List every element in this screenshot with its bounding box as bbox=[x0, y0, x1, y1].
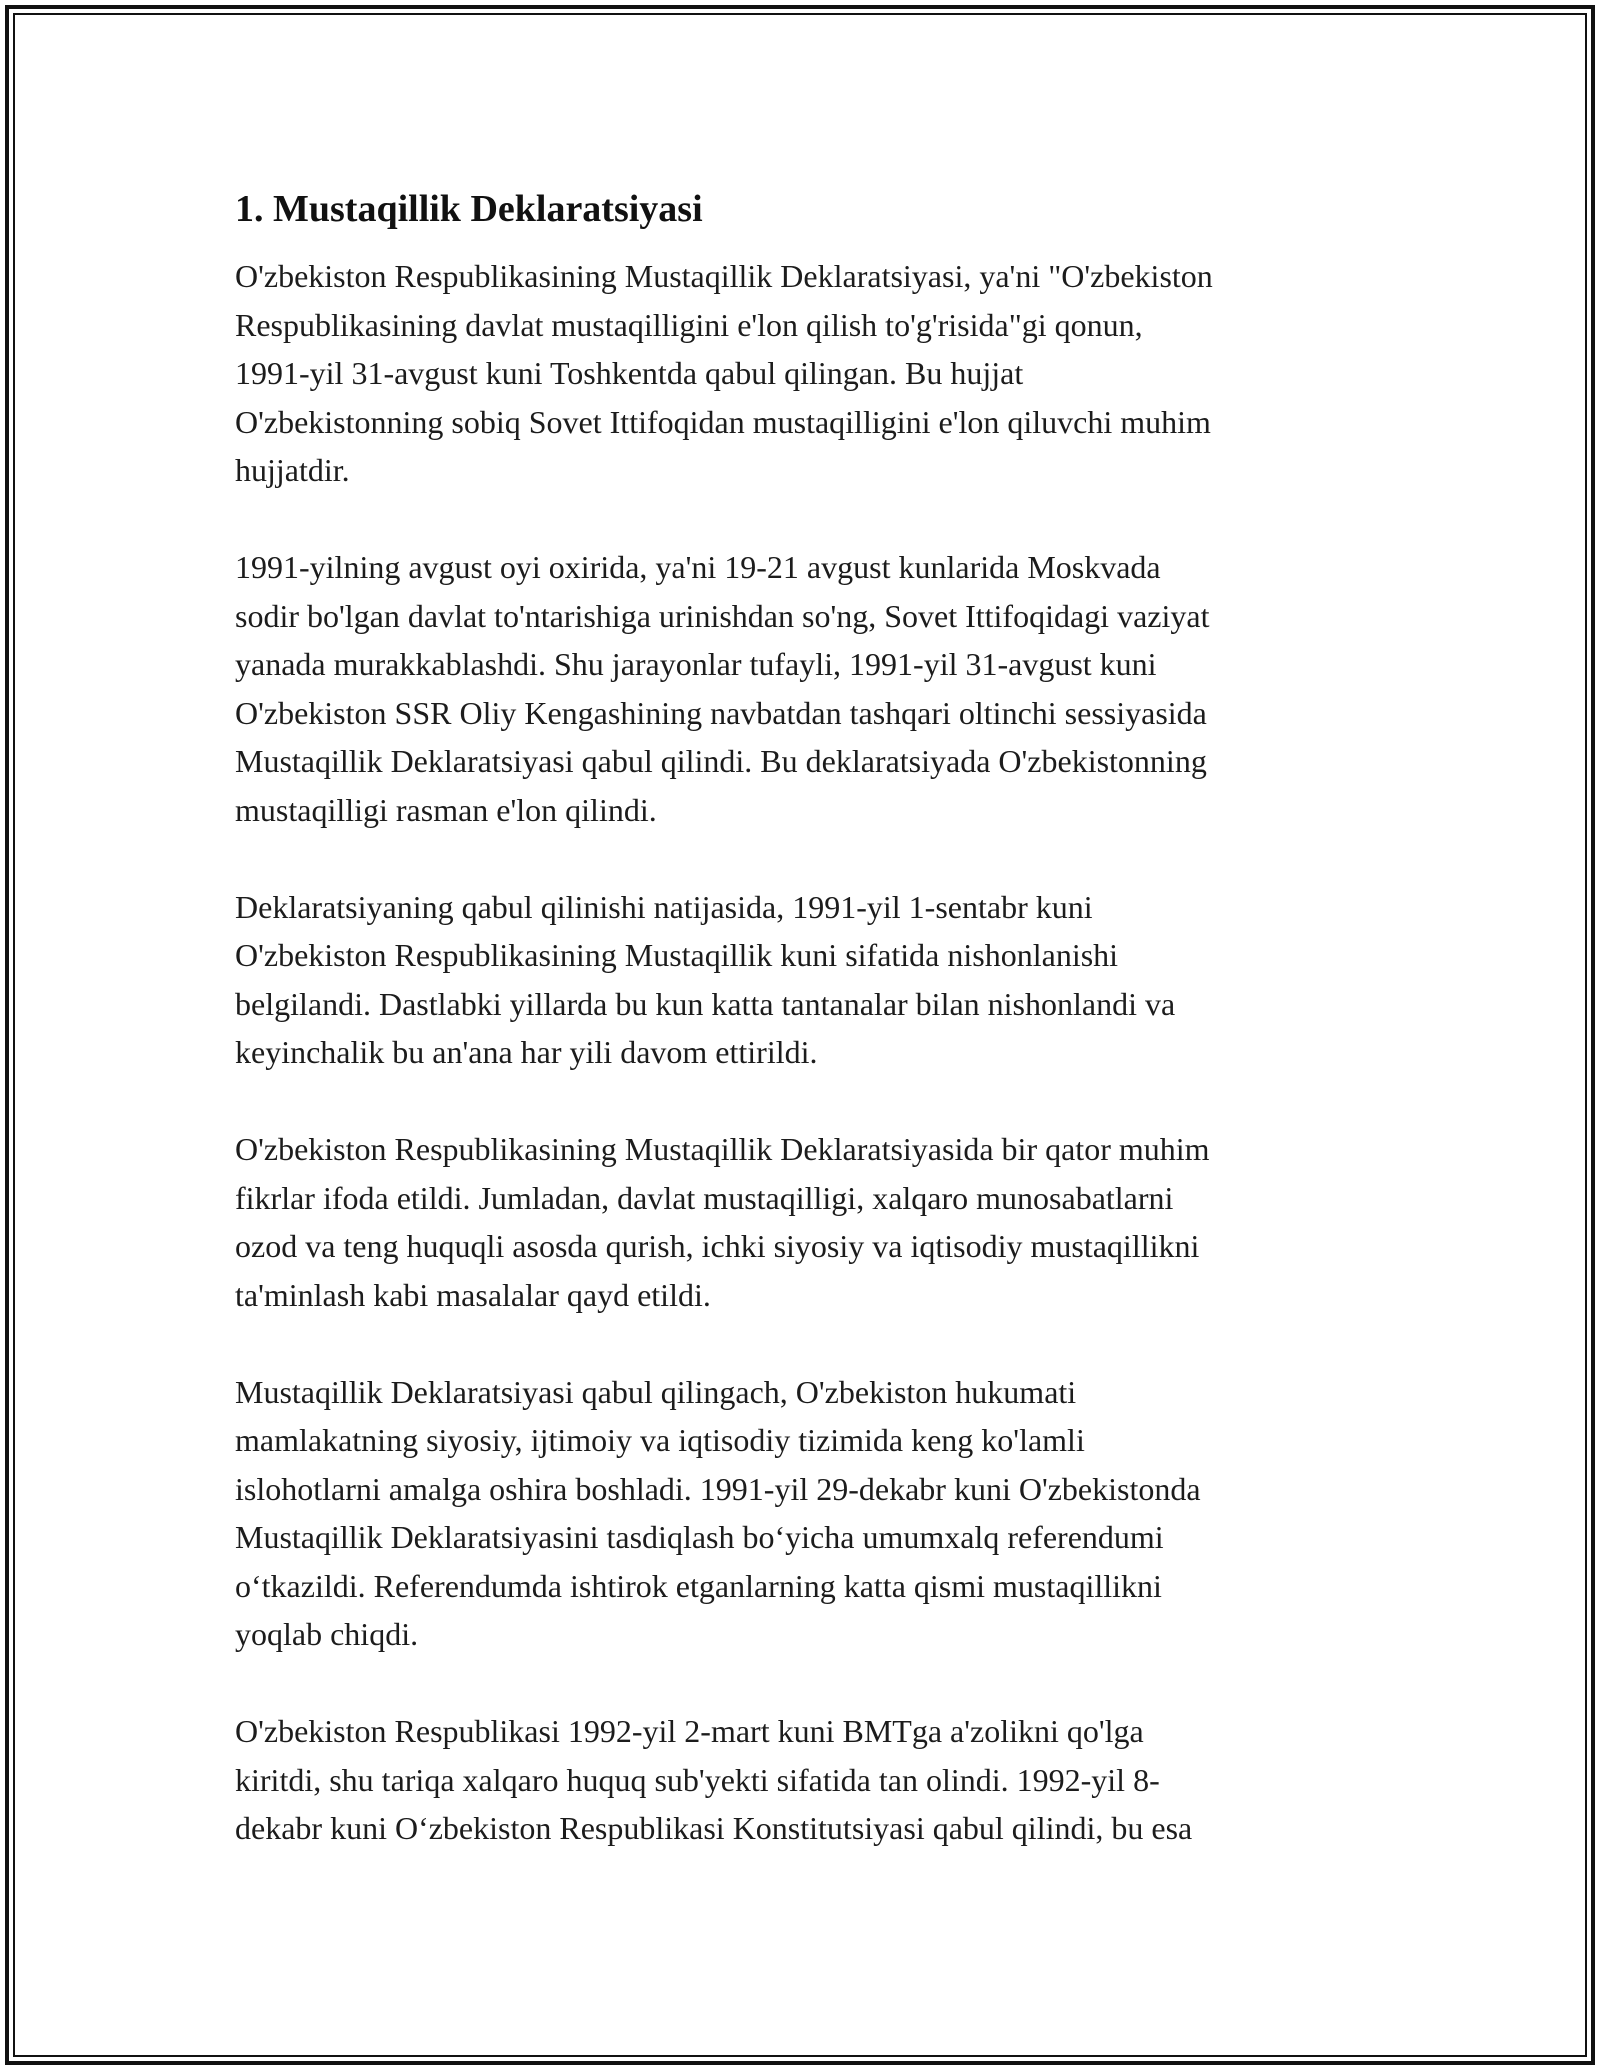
text-line: O'zbekistonning sobiq Sovet Ittifoqidan mustaqilligini e'lon qiluvchi muhim bbox=[235, 403, 1211, 440]
text-line: dekabr kuni O‘zbekiston Respublikasi Konstitutsiyasi qabul qilindi, bu esa bbox=[235, 1810, 1193, 1846]
text-line: O'zbekiston SSR Oliy Kengashining navbatdan tashqari oltinchi sessiyasida bbox=[235, 694, 1207, 731]
text-line: keyinchalik bu an'ana har yili davom ettirildi. bbox=[235, 1034, 818, 1070]
text-line: ozod va teng huquqli asosda qurish, ichki siyosiy va iqtisodiy mustaqillikni bbox=[235, 1228, 1200, 1264]
text-line: belgilandi. Dastlabki yillarda bu kun katta tantanalar bilan nishonlandi va bbox=[235, 985, 1176, 1022]
text-line: Respublikasining davlat mustaqilligini e'lon qilish to'g'risida"gi qonun, bbox=[235, 306, 1143, 343]
paragraph-3 bbox=[235, 883, 1365, 1077]
paragraph-5 bbox=[235, 1368, 1365, 1659]
text-line: sodir bo'lgan davlat to'ntarishiga urinishdan so'ng, Sovet Ittifoqidagi vaziyat bbox=[235, 597, 1210, 634]
text-line: O'zbekiston Respublikasining Mustaqillik kuni sifatida nishonlanishi bbox=[235, 937, 1119, 973]
text-line: O'zbekiston Respublikasi 1992-yil 2-mart kuni BMTga a'zolikni qo'lga bbox=[235, 1713, 1144, 1749]
text-line: O'zbekiston Respublikasining Mustaqillik Deklaratsiyasida bir qator muhim bbox=[235, 1131, 1210, 1167]
paragraph-6 bbox=[235, 1707, 1365, 1853]
section-heading: 1. Mustaqillik Deklaratsiyasi bbox=[235, 188, 703, 230]
text-line: yanada murakkablashdi. Shu jarayonlar tufayli, 1991-yil 31-avgust kuni bbox=[235, 646, 1157, 682]
text-line: hujjatdir. bbox=[235, 452, 350, 488]
text-line: islohotlarni amalga oshira boshladi. 1991-yil 29-dekabr kuni O'zbekistonda bbox=[235, 1470, 1201, 1507]
paragraph-4 bbox=[235, 1125, 1365, 1319]
text-line: mamlakatning siyosiy, ijtimoiy va iqtisodiy tizimida keng ko'lamli bbox=[235, 1422, 1085, 1458]
text-line: Mustaqillik Deklaratsiyasi qabul qilindi. Bu deklaratsiyada O'zbekistonning bbox=[235, 743, 1207, 779]
text-line: mustaqilligi rasman e'lon qilindi. bbox=[235, 791, 657, 828]
text-line: 1991-yilning avgust oyi oxirida, ya'ni 19-21 avgust kunlarida Moskvada bbox=[235, 549, 1161, 585]
text-line: Mustaqillik Deklaratsiyasini tasdiqlash bo‘yicha umumxalq referendumi bbox=[235, 1519, 1164, 1555]
paragraph-1 bbox=[235, 252, 1365, 495]
text-line: Deklaratsiyaning qabul qilinishi natijasida, 1991-yil 1-sentabr kuni bbox=[235, 888, 1093, 925]
text-line: yoqlab chiqdi. bbox=[235, 1616, 419, 1652]
text-line: kiritdi, shu tariqa xalqaro huquq sub'yekti sifatida tan olindi. 1992-yil 8- bbox=[235, 1761, 1160, 1798]
text-line: fikrlar ifoda etildi. Jumladan, davlat mustaqilligi, xalqaro munosabatlarni bbox=[235, 1179, 1174, 1216]
text-line: O'zbekiston Respublikasining Mustaqillik Deklaratsiyasi, ya'ni "O'zbekiston bbox=[235, 258, 1213, 294]
text-line: ta'minlash kabi masalalar qayd etildi. bbox=[235, 1276, 711, 1313]
text-line: o‘tkazildi. Referendumda ishtirok etganlarning katta qismi mustaqillikni bbox=[235, 1567, 1162, 1604]
text-line: Mustaqillik Deklaratsiyasi qabul qilingach, O'zbekiston hukumati bbox=[235, 1373, 1077, 1410]
paragraph-2 bbox=[235, 543, 1365, 834]
document-body bbox=[235, 186, 1365, 1901]
text-line: 1991-yil 31-avgust kuni Toshkentda qabul qilingan. Bu hujjat bbox=[235, 355, 1024, 391]
